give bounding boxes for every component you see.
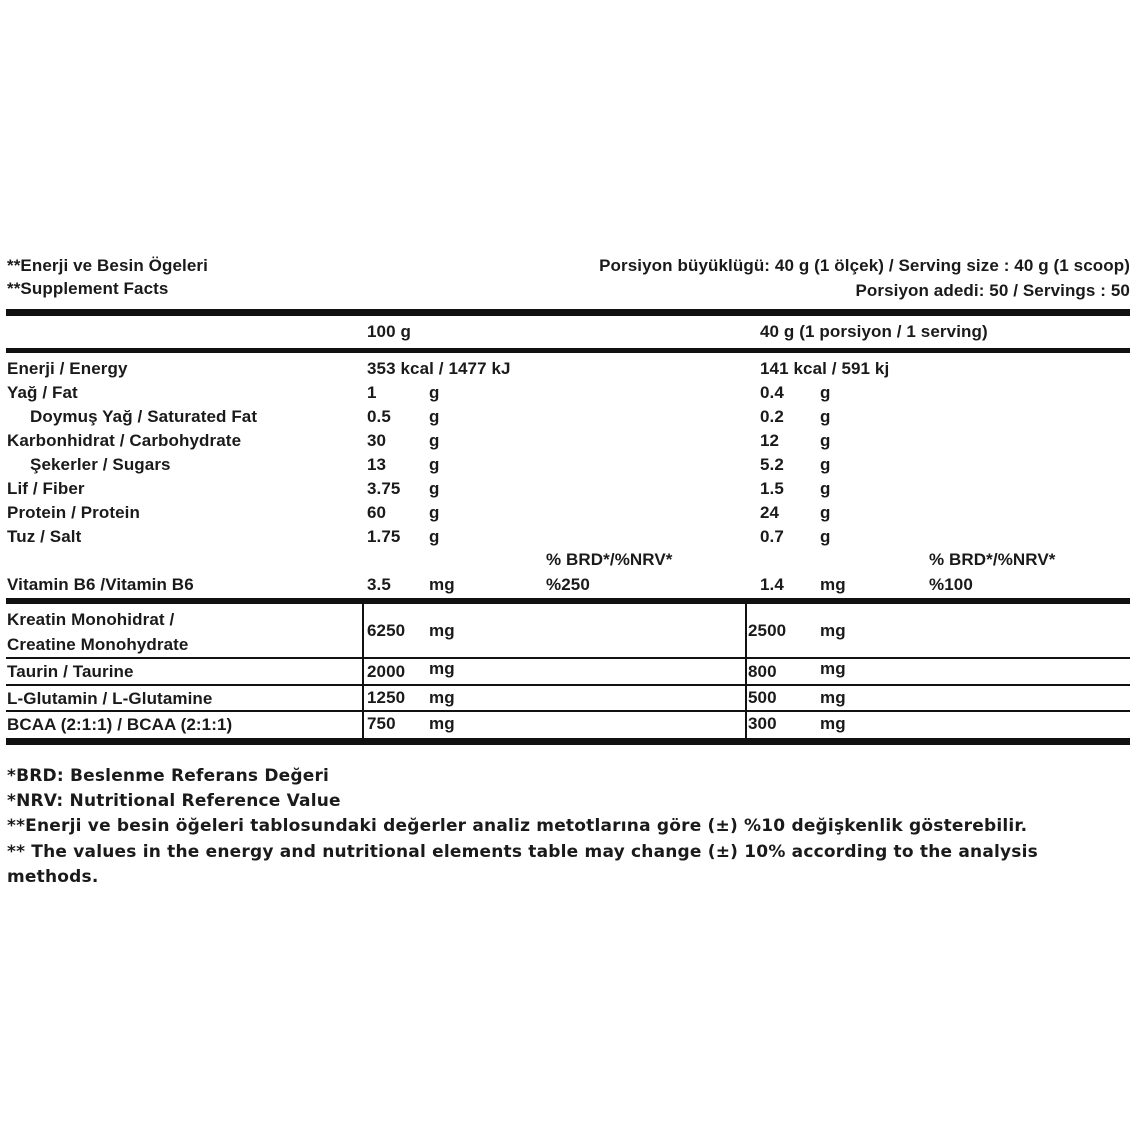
unit-serving: mg [820, 714, 846, 733]
unit-100g: g [429, 527, 440, 546]
unit-serving: g [820, 527, 831, 546]
ingredient-name-line2: Creatine Monohydrate [7, 635, 189, 654]
unit-serving: g [820, 407, 831, 426]
nutrient-name: Doymuş Yağ / Saturated Fat [30, 407, 258, 426]
nutrient-name: Enerji / Energy [7, 359, 128, 378]
value-100g: 2000 [367, 662, 406, 681]
title-en: **Supplement Facts [7, 279, 169, 298]
unit-100g: g [429, 383, 440, 402]
unit-100g: g [429, 407, 440, 426]
value-100g: 1250 [367, 688, 406, 707]
nrv-header-serving: % BRD*/%NRV* [929, 550, 1056, 569]
footnote-nrv: *NRV: Nutritional Reference Value [7, 791, 341, 811]
title-tr: **Enerji ve Besin Ögeleri [7, 256, 208, 275]
servings-count: Porsiyon adedi: 50 / Servings : 50 [855, 281, 1130, 300]
value-serving: 0.4 [760, 383, 784, 402]
footnote-en: ** The values in the energy and nutritional elements table may change (±) 10% according to the analysis [7, 842, 1038, 862]
value-100g: 3.5 [367, 575, 391, 594]
unit-serving: g [820, 455, 831, 474]
unit-serving: g [820, 503, 831, 522]
nutrient-name: Protein / Protein [7, 503, 140, 522]
nutrient-name: Şekerler / Sugars [30, 455, 171, 474]
unit-serving: mg [820, 575, 846, 594]
footnote-en-cont: methods. [7, 867, 99, 887]
value-100g: 750 [367, 714, 396, 733]
value-serving: 300 [748, 714, 777, 733]
value-100g: 13 [367, 455, 387, 474]
unit-100g: mg [429, 688, 455, 707]
nutrient-name: Tuz / Salt [7, 527, 82, 546]
unit-serving: mg [820, 659, 846, 678]
unit-serving: g [820, 431, 831, 450]
unit-100g: g [429, 431, 440, 450]
row-divider [6, 710, 1130, 712]
unit-serving: mg [820, 621, 846, 640]
value-100g: 6250 [367, 621, 406, 640]
serving-size: Porsiyon büyüklügü: 40 g (1 ölçek) / Serving size : 40 g (1 scoop) [599, 256, 1130, 275]
unit-serving: mg [820, 688, 846, 707]
nrv-serving: %100 [929, 575, 973, 594]
column-header-serving: 40 g (1 porsiyon / 1 serving) [760, 322, 988, 341]
top-thick-rule [6, 309, 1130, 316]
header-rule [6, 348, 1130, 353]
unit-100g: g [429, 503, 440, 522]
mid-thick-rule [6, 598, 1130, 604]
ingredient-name-line1: Kreatin Monohidrat / [7, 610, 175, 629]
value-100g: 60 [367, 503, 387, 522]
footnote-brd: *BRD: Beslenme Referans Değeri [7, 766, 330, 786]
column-divider-2 [745, 604, 747, 738]
value-100g: 3.75 [367, 479, 401, 498]
value-serving: 1.4 [760, 575, 784, 594]
value-serving: 141 kcal / 591 kj [760, 359, 890, 378]
row-divider [6, 684, 1130, 686]
unit-100g: mg [429, 659, 455, 678]
nrv-header-100g: % BRD*/%NRV* [546, 550, 673, 569]
column-divider-1 [362, 604, 364, 738]
unit-serving: g [820, 383, 831, 402]
bottom-thick-rule [6, 738, 1130, 745]
value-100g: 30 [367, 431, 387, 450]
nrv-100g: %250 [546, 575, 590, 594]
value-100g: 353 kcal / 1477 kJ [367, 359, 511, 378]
value-serving: 1.5 [760, 479, 784, 498]
ingredient-name: L-Glutamin / L-Glutamine [7, 689, 213, 708]
footnote-tr: **Enerji ve besin öğeleri tablosundaki değerler analiz metotlarına göre (±) %10 değişkenlik gösterebilir. [7, 816, 1028, 836]
nutrient-name: Yağ / Fat [7, 383, 78, 402]
row-divider [6, 657, 1130, 659]
unit-100g: mg [429, 621, 455, 640]
column-header-100g: 100 g [367, 322, 411, 341]
unit-serving: g [820, 479, 831, 498]
unit-100g: g [429, 455, 440, 474]
value-serving: 0.7 [760, 527, 784, 546]
value-serving: 24 [760, 503, 780, 522]
unit-100g: mg [429, 575, 455, 594]
nutrient-name: Vitamin B6 /Vitamin B6 [7, 575, 194, 594]
value-serving: 500 [748, 688, 777, 707]
value-serving: 2500 [748, 621, 787, 640]
value-serving: 800 [748, 662, 777, 681]
nutrient-name: Lif / Fiber [7, 479, 85, 498]
value-serving: 5.2 [760, 455, 784, 474]
value-100g: 1.75 [367, 527, 401, 546]
nutrient-name: Karbonhidrat / Carbohydrate [7, 431, 242, 450]
unit-100g: g [429, 479, 440, 498]
ingredient-name: BCAA (2:1:1) / BCAA (2:1:1) [7, 715, 233, 734]
value-serving: 0.2 [760, 407, 784, 426]
value-100g: 0.5 [367, 407, 391, 426]
value-serving: 12 [760, 431, 780, 450]
unit-100g: mg [429, 714, 455, 733]
ingredient-name: Taurin / Taurine [7, 662, 134, 681]
value-100g: 1 [367, 383, 377, 402]
